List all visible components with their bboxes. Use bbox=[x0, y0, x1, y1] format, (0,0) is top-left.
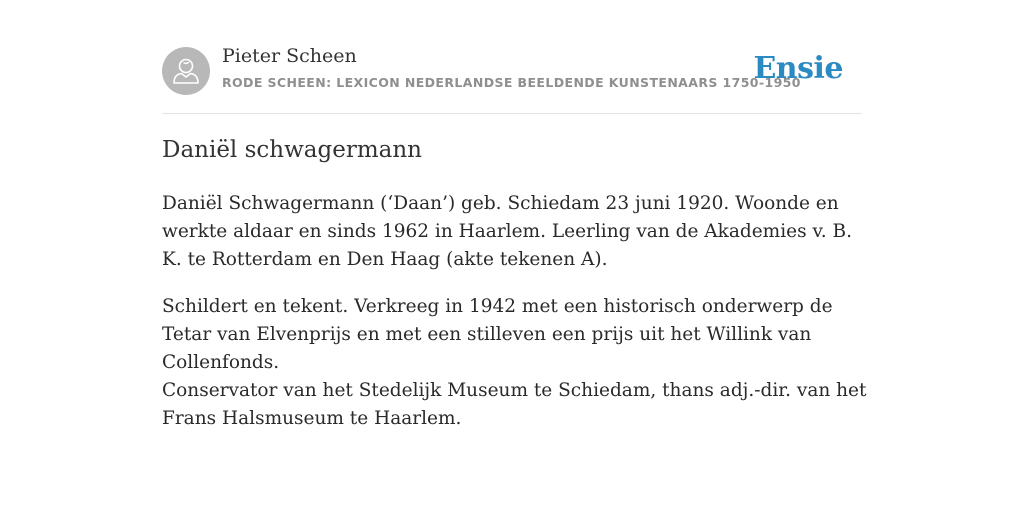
article-header bbox=[162, 0, 862, 114]
page bbox=[162, 0, 867, 429]
article-paragraph: Schildert en tekent. Verkreeg in 1942 met een historisch onderwerp de Tetar van Elvenprijs en met een stilleven een prijs uit het Willink van Collenfonds. bbox=[162, 296, 833, 373]
source-name[interactable]: RODE SCHEEN: LEXICON NEDERLANDSE BEELDENDE KUNSTENAARS 1750-1950 bbox=[222, 75, 801, 90]
article-paragraph: Daniël Schwagermann (‘Daan’) geb. Schiedam 23 juni 1920. Woonde en werkte aldaar en sinds 1962 in Haarlem. Leerling van de Akademies v. B. K. te Rotterdam en Den Haag (akte tekenen A). bbox=[162, 193, 852, 270]
user-outline-icon bbox=[162, 47, 210, 95]
article-paragraph: Conservator van het Stedelijk Museum te Schiedam, thans adj.-dir. van het Frans Halsmuseum te Haarlem. bbox=[162, 380, 867, 429]
brand-logo[interactable]: Ensie bbox=[753, 51, 843, 86]
article-title: Daniël schwagermann bbox=[162, 137, 422, 163]
author-avatar[interactable] bbox=[162, 47, 210, 95]
author-name[interactable]: Pieter Scheen bbox=[222, 45, 357, 67]
